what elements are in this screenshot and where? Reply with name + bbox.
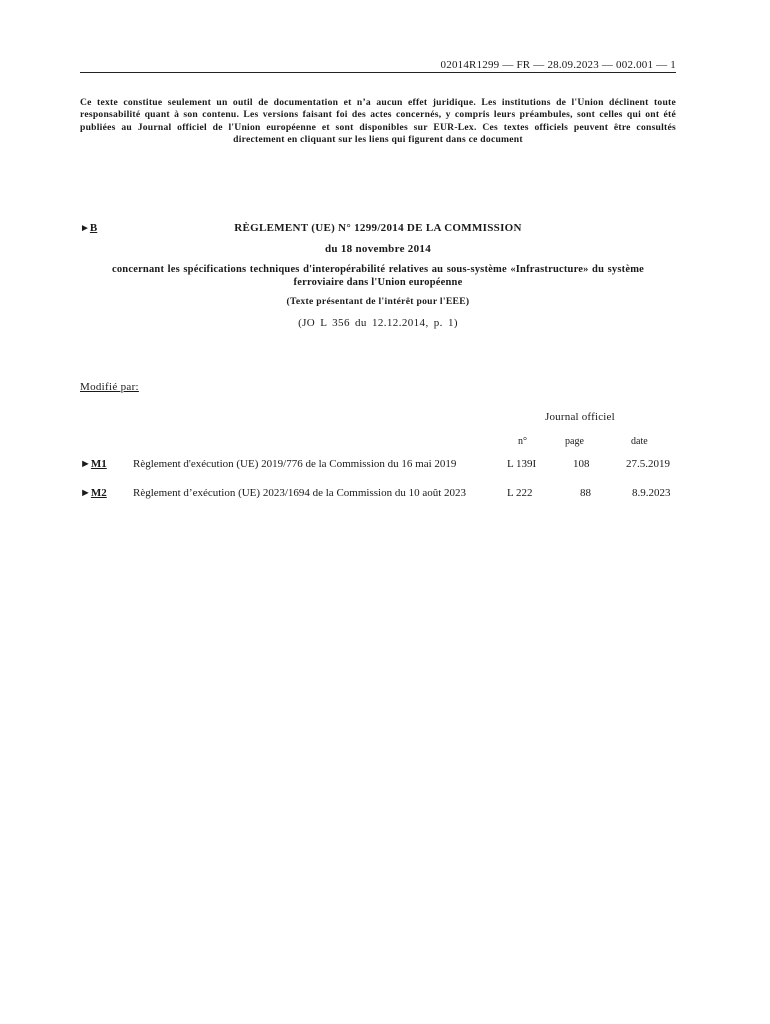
amendment-code[interactable]: M1 xyxy=(90,458,107,470)
official-journal-reference: (JO L 356 du 12.12.2014, p. 1) xyxy=(298,317,458,329)
arrow-right-icon: ► xyxy=(80,458,91,470)
amendment-journal-number: L 139I xyxy=(507,458,537,470)
base-act-code[interactable]: B xyxy=(89,222,98,234)
column-page-heading: page xyxy=(565,436,584,447)
header-rule xyxy=(80,72,676,73)
amendment-code[interactable]: M2 xyxy=(90,487,107,499)
regulation-date: du 18 novembre 2014 xyxy=(324,243,432,255)
document-reference: 02014R1299 — FR — 28.09.2023 — 002.001 — 1 xyxy=(440,59,676,71)
column-date-heading: date xyxy=(631,436,648,447)
amendment-title: Règlement d'exécution (UE) 2019/776 de la Commission du 16 mai 2019 xyxy=(133,458,457,470)
regulation-subject: concernant les spécifications techniques d'interopérabilité relatives au sous-système «Infrastructure» du système ferroviaire dans l'Union européenne xyxy=(112,264,644,288)
legal-disclaimer: Ce texte constitue seulement un outil de documentation et n’a aucun effet juridique. Les institutions de l'Union déclinent toute responsabilité quant à son contenu. Les versions faisant foi des actes concernés, y compris leurs préambules, sont celles qui ont été publiées au Journal officiel de l'Union européenne et sont disponibles sur EUR-Lex. Ces textes officiels peuvent être consultés directement en cliquant sur les liens qui figurent dans ce document xyxy=(80,97,676,146)
amendment-journal-page: 108 xyxy=(573,458,590,470)
arrow-right-icon: ► xyxy=(80,223,90,234)
amendment-title: Règlement d’exécution (UE) 2023/1694 de la Commission du 10 août 2023 xyxy=(133,487,467,499)
amendment-journal-page: 88 xyxy=(580,487,591,499)
amendment-journal-number: L 222 xyxy=(507,487,533,499)
amendment-journal-date: 27.5.2019 xyxy=(626,458,670,470)
amended-by-heading: Modifié par: xyxy=(80,381,139,393)
column-number-heading: n° xyxy=(518,436,527,447)
amendment-journal-date: 8.9.2023 xyxy=(632,487,671,499)
arrow-right-icon: ► xyxy=(80,487,91,499)
journal-officiel-heading: Journal officiel xyxy=(545,411,615,423)
amendment-marker-m2[interactable] xyxy=(80,487,107,499)
eee-relevance: (Texte présentant de l'intérêt pour l'EEE) xyxy=(286,296,470,307)
amendment-marker-m1[interactable] xyxy=(80,458,107,470)
regulation-title: RÈGLEMENT (UE) N° 1299/2014 DE LA COMMISSION xyxy=(234,222,522,234)
